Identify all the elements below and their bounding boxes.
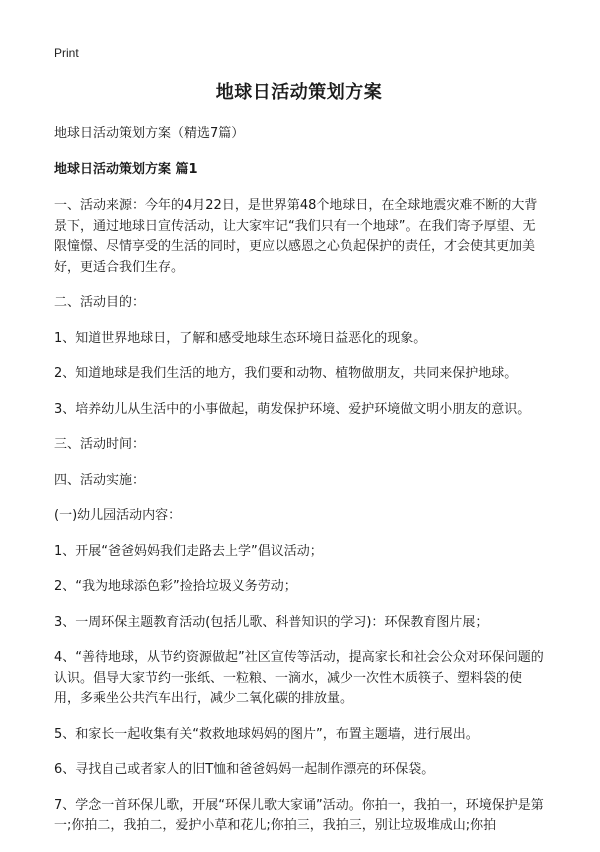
paragraph: 3、一周环保主题教育活动(包括儿歌、科普知识的学习)：环保教育图片展； (54, 614, 489, 630)
paragraph: 1、开展“爸爸妈妈我们走路去上学”倡议活动； (54, 543, 323, 559)
paragraph: 2、“我为地球添色彩”捡拾垃圾义务劳动； (54, 579, 297, 594)
document-subtitle: 地球日活动策划方案（精选7篇） (54, 126, 245, 141)
paragraph: 二、活动目的： (54, 295, 146, 310)
paragraph: 四、活动实施： (54, 472, 146, 488)
document-title: 地球日活动策划方案 (215, 82, 383, 103)
paragraph: 一、活动来源：今年的4月22日，是世界第48个地球日，在全球地震灾难不断的大背景下，通过地球日宣传活动，让大家牢记“我们只有一个地球”。在我们寄予厚望、无限憧憬、尽情享受的生活的同时，更应以感恩之心负起保护的责任，才会使其更加美好，更适合我们生存。 (54, 198, 538, 275)
paragraph: 7、学念一首环保儿歌，开展“环保儿歌大家诵”活动。你拍一，我拍一，环境保护是第一;你拍二，我拍二，爱护小草和花儿;你拍三，我拍三，别让垃圾堆成山;你拍 (54, 797, 544, 833)
document-body (54, 78, 544, 852)
paragraph: 5、和家长一起收集有关“救救地球妈妈的图片”，布置主题墙，进行展出。 (54, 726, 479, 742)
paragraph: 3、培养幼儿从生活中的小事做起，萌发保护环境、爱护环境做文明小朋友的意识。 (54, 401, 531, 417)
paragraph: 6、寻找自己或者家人的旧T恤和爸爸妈妈一起制作漂亮的环保袋。 (54, 762, 435, 777)
paragraph: 4、“善待地球，从节约资源做起”社区宣传等活动，提高家长和社会公众对环保问题的认识。倡导大家节约一张纸、一粒粮、一滴水，减少一次性木质筷子、塑料袋的使用，多乘坐公共汽车出行，减少二氧化碳的排放量。 (54, 650, 544, 706)
paragraph: 1、知道世界地球日，了解和感受地球生态环境日益恶化的现象。 (54, 330, 427, 346)
print-link[interactable]: Print (54, 46, 79, 60)
paragraph: 三、活动时间： (54, 437, 146, 452)
paragraph: 2、知道地球是我们生活的地方，我们要和动物、植物做朋友，共同来保护地球。 (54, 366, 518, 381)
section-heading: 地球日活动策划方案 篇1 (54, 162, 198, 177)
paragraph: (一)幼儿园活动内容： (54, 508, 182, 523)
